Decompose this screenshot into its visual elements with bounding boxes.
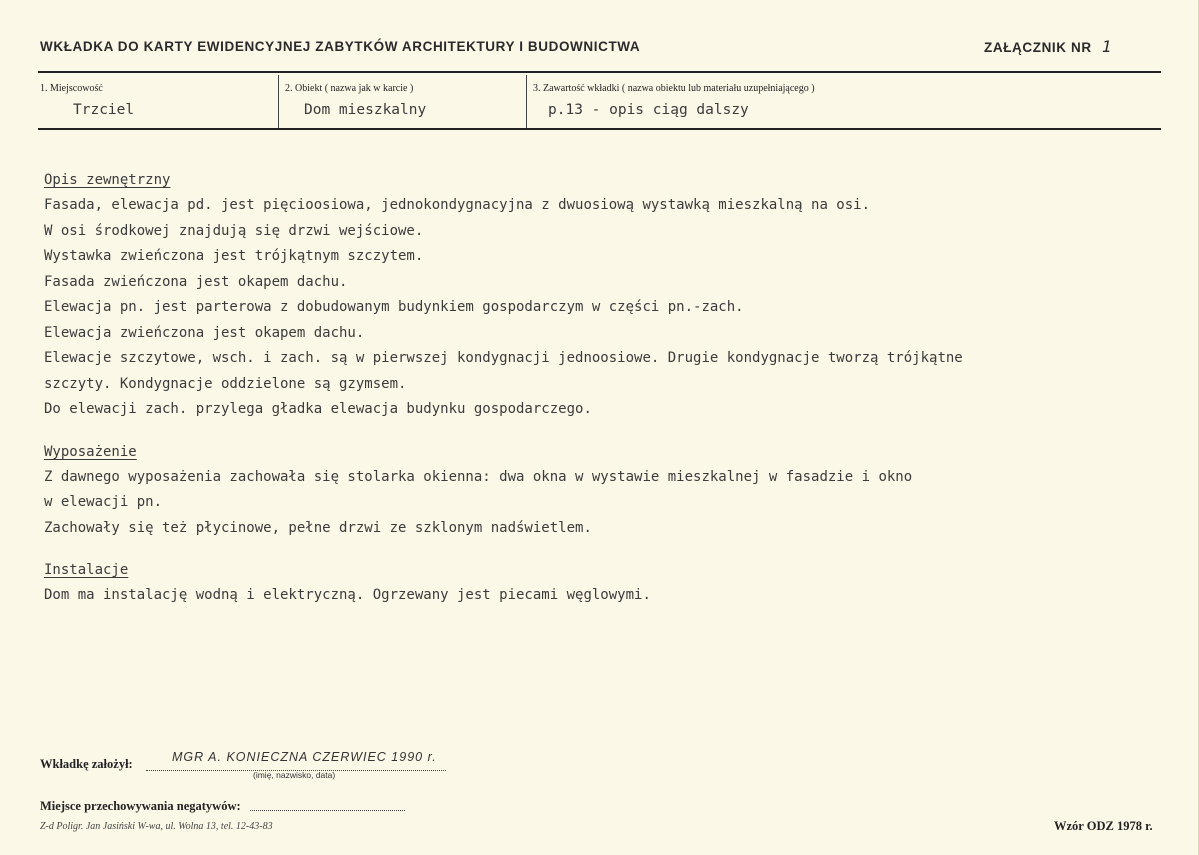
section-heading-installations: Instalacje (44, 562, 129, 578)
header-bottom-rule (38, 128, 1161, 130)
attachment-label-text: ZAŁĄCZNIK NR (984, 40, 1092, 55)
attachment-number: 1 (1101, 37, 1112, 56)
text-line: Elewacje szczytowe, wsch. i zach. są w pierwszej kondygnacji jednoosiowe. Drugie kondygnacje tworzą trójkątne (44, 350, 963, 366)
text-line: Fasada zwieńczona jest okapem dachu. (44, 273, 348, 290)
founder-label: Wkładkę założył: (40, 757, 133, 771)
negatives-label: Miejsce przechowywania negatywów: (40, 799, 241, 813)
founder-hint: (imię, nazwisko, data) (253, 770, 336, 780)
printer-imprint: Z-d Poligr. Jan Jasiński W-wa, ul. Wolna 13, tel. 12-43-83 (40, 821, 273, 832)
text-line: Wystawka zwieńczona jest trójkątnym szczytem. (44, 248, 424, 264)
description-body (44, 168, 1164, 609)
field-divider-1 (278, 75, 279, 129)
text-line: szczyty. Kondygnacje oddzielone są gzymsem. (44, 375, 407, 392)
negatives-dotted-line (250, 798, 405, 811)
text-line: Fasada, elewacja pd. jest pięcioosiowa, jednokondygnacyjna z dwuosiową wystawką mieszkalną na osi. (44, 197, 871, 213)
field-label-object: 2. Obiekt ( nazwa jak w karcie ) (285, 83, 414, 94)
field-value-locality: Trzciel (73, 102, 135, 118)
header-top-rule (38, 71, 1161, 73)
form-title: WKŁADKA DO KARTY EWIDENCYJNEJ ZABYTKÓW ARCHITEKTURY I BUDOWNICTWA (40, 39, 641, 54)
attachment-label (984, 37, 1112, 56)
text-line: W osi środkowej znajdują się drzwi wejściowe. (44, 222, 424, 239)
section-heading-furnishings: Wyposażenie (44, 443, 137, 460)
field-divider-2 (526, 75, 527, 129)
field-value-object: Dom mieszkalny (304, 102, 427, 118)
text-line: w elewacji pn. (44, 494, 163, 510)
field-label-locality: 1. Miejscowość (40, 83, 103, 94)
text-line: Do elewacji zach. przylega gładka elewacja budynku gospodarczego. (44, 401, 592, 417)
text-line: Zachowały się też płycinowe, pełne drzwi ze szklonym nadświetlem. (44, 519, 592, 536)
field-label-contents: 3. Zawartość wkładki ( nazwa obiektu lub materiału uzupełniającego ) (533, 83, 815, 94)
section-heading-exterior: Opis zewnętrzny (44, 172, 171, 188)
text-line: Z dawnego wyposażenia zachowała się stolarka okienna: dwa okna w wystawie mieszkalnej w fasadzie i okno (44, 468, 913, 485)
founder-value: MGR A. KONIECZNA CZERWIEC 1990 r. (172, 750, 437, 764)
text-line: Elewacja zwieńczona jest okapem dachu. (44, 324, 365, 341)
field-value-contents: p.13 - opis ciąg dalszy (548, 102, 749, 118)
text-line: Elewacja pn. jest parterowa z dobudowanym budynkiem gospodarczym w części pn.-zach. (44, 299, 744, 315)
form-model: Wzór ODZ 1978 r. (1054, 819, 1153, 833)
text-line: Dom ma instalację wodną i elektryczną. Ogrzewany jest piecami węglowymi. (44, 587, 651, 603)
